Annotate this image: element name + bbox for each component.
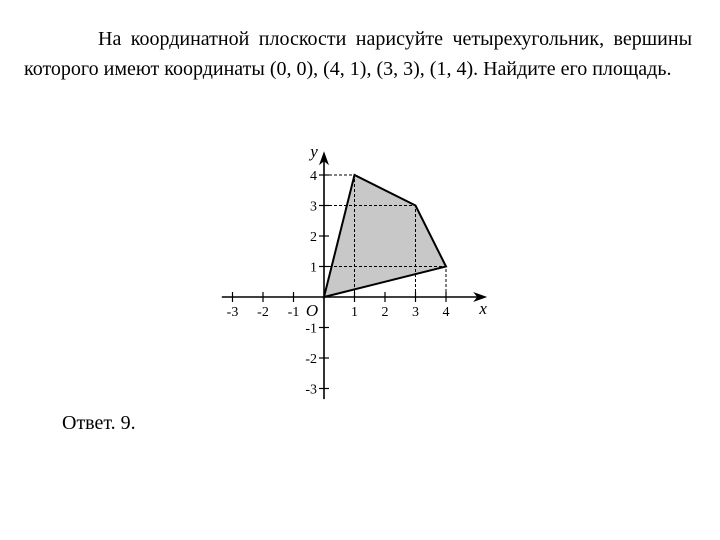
y-tick-label--1: -1 [305, 321, 317, 337]
problem-text: На координатной плоскости нарисуйте четырехугольник, вершины которого имеют координаты (0, 0), (4, 1), (3, 3), (1, 4). Найдите его площадь. [24, 28, 692, 80]
x-axis-label: x [479, 299, 487, 318]
y-tick-label--2: -2 [305, 352, 317, 367]
x-tick-label-1: 1 [351, 305, 358, 320]
y-tick-label--3: -3 [305, 382, 317, 398]
y-tick-label-1: 1 [310, 260, 317, 276]
x-tick-label--2: -2 [257, 305, 269, 320]
answer-text: Ответ. 9. [62, 412, 136, 434]
y-tick-label-2: 2 [310, 230, 317, 245]
y-tick-label-3: 3 [310, 199, 317, 215]
y-axis-label: y [310, 142, 318, 162]
quadrilateral-fill [324, 175, 446, 297]
x-tick-label-4: 4 [442, 305, 450, 320]
origin-label: O [305, 301, 319, 320]
x-tick-label-3: 3 [412, 305, 419, 320]
x-tick-label--3: -3 [226, 305, 239, 320]
x-tick-label-2: 2 [381, 305, 389, 320]
x-tick-label--1: -1 [287, 305, 300, 320]
y-tick-label-4: 4 [310, 169, 317, 184]
